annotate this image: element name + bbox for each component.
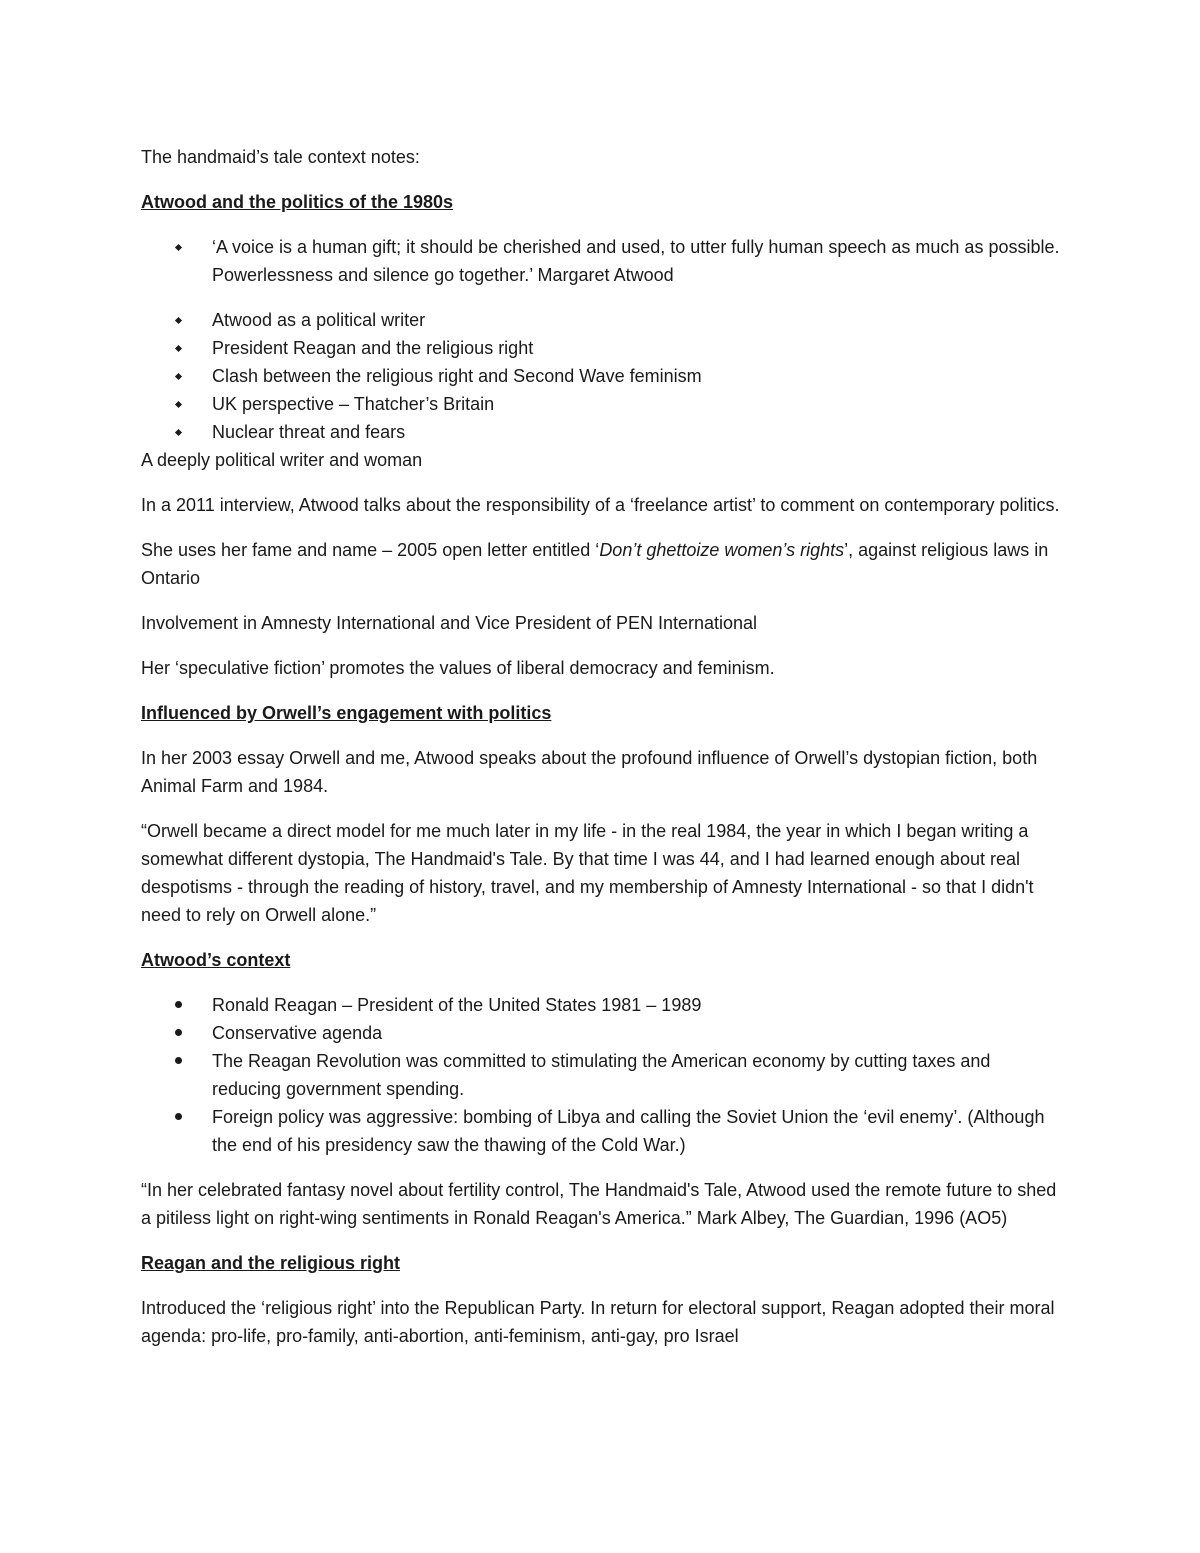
paragraph: Involvement in Amnesty International and Vice President of PEN International — [141, 613, 758, 633]
paragraph-open-letter — [141, 536, 1060, 592]
document-title: The handmaid’s tale context notes: — [141, 147, 420, 167]
list-item: Clash between the religious right and Second Wave feminism — [141, 362, 1060, 390]
list-item: UK perspective – Thatcher’s Britain — [141, 390, 1060, 418]
paragraph: In her 2003 essay Orwell and me, Atwood speaks about the profound influence of Orwell’s dystopian fiction, both Animal Farm and 1984. — [141, 748, 1038, 796]
list-item: President Reagan and the religious right — [141, 334, 1060, 362]
list-item: Nuclear threat and fears — [141, 418, 1060, 446]
paragraph: A deeply political writer and woman — [141, 450, 423, 470]
section-heading-reagan-religious-right: Reagan and the religious right — [141, 1253, 401, 1273]
paragraph: Her ‘speculative fiction’ promotes the values of liberal democracy and feminism. — [141, 658, 775, 678]
text-span: She uses her fame and name – 2005 open letter entitled ‘ — [141, 540, 600, 560]
list-item: Atwood as a political writer — [141, 306, 1060, 334]
list-item: The Reagan Revolution was committed to stimulating the American economy by cutting taxes and reducing government spending. — [141, 1047, 1060, 1103]
quote-bullet-list — [141, 233, 1060, 289]
list-item: Foreign policy was aggressive: bombing of Libya and calling the Soviet Union the ‘evil enemy’. (Although the end of his presidency saw the thawing of the Cold War.) — [141, 1103, 1060, 1159]
context-bullet-list — [141, 991, 1060, 1159]
section-heading-atwood-context: Atwood’s context — [141, 950, 291, 970]
list-item: Ronald Reagan – President of the United States 1981 – 1989 — [141, 991, 1060, 1019]
paragraph: Introduced the ‘religious right’ into the Republican Party. In return for electoral support, Reagan adopted their moral agenda: pro-life, pro-family, anti-abortion, anti-feminism, anti-gay, pro Israel — [141, 1298, 1055, 1346]
paragraph: In a 2011 interview, Atwood talks about the responsibility of a ‘freelance artist’ to comment on contemporary politics. — [141, 495, 1060, 515]
letter-title: Don’t ghettoize women’s rights — [599, 540, 845, 560]
orwell-quote: “Orwell became a direct model for me much later in my life - in the real 1984, the year in which I began writing a somewhat different dystopia, The Handmaid's Tale. By that time I was 44, and I had learned enough about real despotisms - through the reading of history, travel, and my membership of Amnesty International - so that I didn't need to rely on Orwell alone.” — [141, 821, 1034, 925]
politics-bullet-list — [141, 306, 1060, 446]
guardian-quote: “In her celebrated fantasy novel about fertility control, The Handmaid's Tale, Atwood used the remote future to shed a pitiless light on right-wing sentiments in Ronald Reagan's America.” Mark Albey, The Guardian, 1996 (AO5) — [141, 1180, 1057, 1228]
section-heading-orwell: Influenced by Orwell’s engagement with politics — [141, 703, 552, 723]
list-item: ‘A voice is a human gift; it should be cherished and used, to utter fully human speech as much as possible. Powerlessness and silence go together.’ Margaret Atwood — [141, 233, 1060, 289]
text-span: ’, against religious laws in Ontario — [141, 540, 1049, 588]
list-item: Conservative agenda — [141, 1019, 1060, 1047]
section-heading-politics-1980s: Atwood and the politics of the 1980s — [141, 192, 454, 212]
